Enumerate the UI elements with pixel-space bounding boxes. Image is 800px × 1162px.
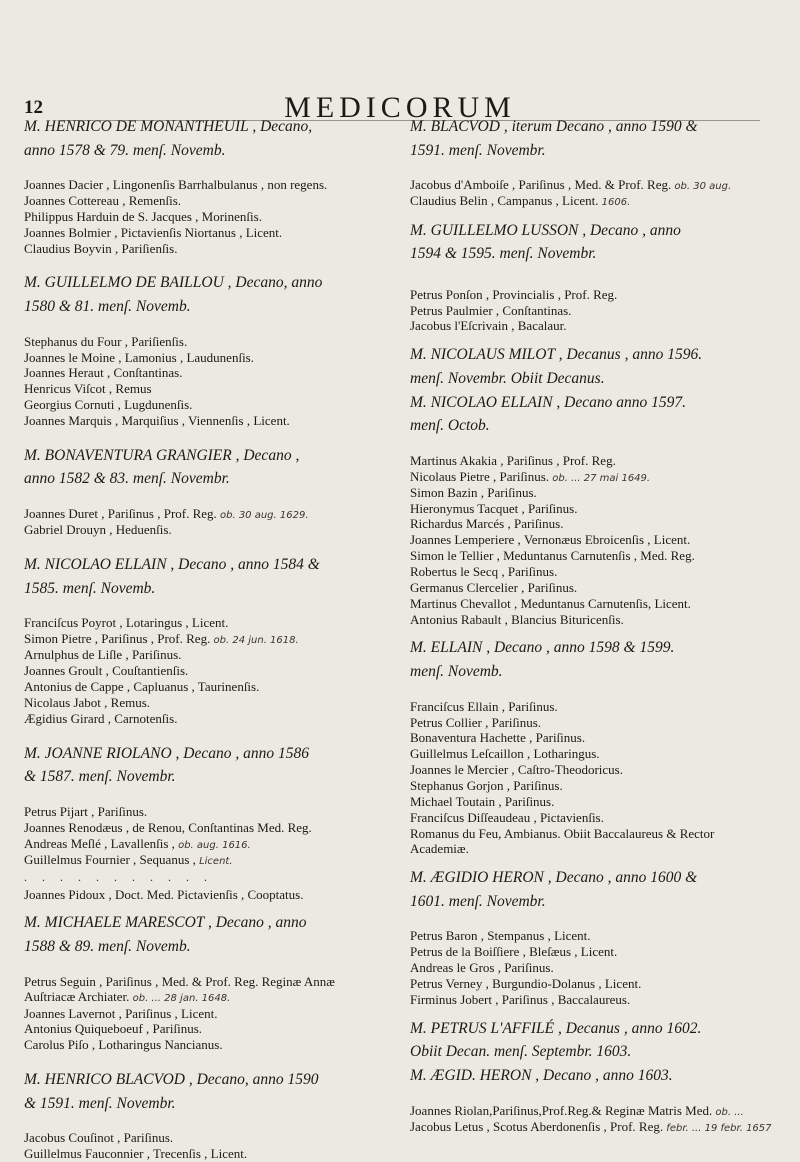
entry-text: Joannes Riolan,Pariſinus,Prof.Reg.& Reginæ Matris Med. [410,1102,713,1118]
name-entry [410,501,790,517]
entry-text: Joannes Lavernot , Pariſinus , Licent. [24,1005,218,1021]
handwritten-note: febr. ... 19 febr. 1657 [663,1122,772,1134]
spacer [410,210,790,222]
name-entry [24,804,374,820]
entry-text: Philippus Harduin de S. Jacques , Morinenſis. [24,208,262,224]
name-entry [410,715,790,731]
heading-text: 1601. menſ. Novembr. [410,892,546,910]
dean-heading [24,118,374,137]
entry-text: Joannes Cottereau , Remenſis. [24,193,182,209]
name-entry [410,810,790,826]
entry-text: Romanus du Feu, Ambianus. Obiit Baccalaureus & Rector [410,825,715,841]
name-entry [24,506,374,522]
heading-text: & 1587. menſ. Novembr. [24,768,176,786]
dean-heading [410,869,790,888]
name-entry [410,612,790,628]
heading-text: M. MICHAELE MARESCOT , Decano , anno [24,914,307,932]
heading-text: Obiit Decan. menſ. Septembr. 1603. [410,1043,632,1061]
dean-heading [410,142,790,161]
spacer [24,494,374,506]
name-entry [24,820,374,836]
entry-text: Martinus Chevallot , Meduntanus Carnutenſis, Licent. [410,595,691,611]
right-column [410,118,790,1135]
entry-text: Antonius de Cappe , Capluanus , Taurinenſis. [24,679,260,695]
spacer [24,429,374,447]
dean-heading [410,346,790,365]
entry-text: Robertus le Secq , Pariſinus. [410,564,558,580]
heading-text: M. NICOLAO ELLAIN , Decano , anno 1584 & [24,556,320,574]
entry-text: Simon le Tellier , Meduntanus Carnutenſis , Med. Reg. [410,548,695,564]
entry-text: Simon Pietre , Pariſinus , Prof. Reg. [24,631,211,647]
entry-text: Joannes le Moine , Lamonius , Laudunenſis. [24,349,254,365]
name-entry [410,960,790,976]
dean-heading [410,245,790,264]
dean-heading [24,1071,374,1090]
spacer [410,269,790,287]
name-entry [410,762,790,778]
entry-text: Joannes Dacier , Lingonenſis Barrhalbulanus , non regens. [24,177,328,193]
entry-text: Joannes Heraut , Conſtantinas. [24,365,183,381]
left-column [24,118,374,1162]
name-entry [410,826,790,842]
name-entry [24,836,374,852]
entry-text: Petrus Baron , Stempanus , Licent. [410,928,591,944]
dean-heading [410,639,790,658]
name-entry [410,746,790,762]
entry-text: Franciſcus Poyrot , Lotaringus , Licent. [24,615,229,631]
spacer [24,603,374,615]
heading-text: & 1591. menſ. Novembr. [24,1094,176,1112]
name-entry [410,516,790,532]
spacer [410,687,790,699]
entry-text: Petrus Seguin , Pariſinus , Med. & Prof. Reg. Reginæ Annæ [24,973,335,989]
name-entry [24,1006,374,1022]
name-entry [24,522,374,538]
name-entry [24,209,374,225]
dean-heading [410,118,790,137]
entry-text: Jacobus Couſinot , Pariſinus. [24,1130,174,1146]
dean-heading [410,663,790,682]
entry-text: Hieronymus Tacquet , Pariſinus. [410,500,578,516]
entry-text: Franciſcus Ellain , Pariſinus. [410,698,558,714]
spacer [410,165,790,177]
name-entry [24,193,374,209]
heading-text: M. ÆGIDIO HERON , Decano , anno 1600 & [410,869,698,887]
spacer [24,165,374,177]
heading-text: menſ. Novembr. Obiit Decanus. [410,369,605,387]
entry-text: Joannes Duret , Pariſinus , Prof. Reg. [24,506,217,522]
spacer [24,1118,374,1130]
name-entry [410,580,790,596]
entry-text: Claudius Belin , Campanus , Licent. [410,193,599,209]
dean-heading [410,1020,790,1039]
entry-text: Joannes Marquis , Marquiſius , Viennenſis , Licent. [24,412,290,428]
entry-text: Firminus Jobert , Pariſinus , Baccalaureus. [410,991,631,1007]
heading-text: M. PETRUS L'AFFILÉ , Decanus , anno 1602. [410,1019,702,1037]
handwritten-note: ob. ... [712,1106,744,1118]
dean-heading [410,1043,790,1062]
heading-text: M. HENRICO BLACVOD , Decano, anno 1590 [24,1071,319,1089]
entry-text: Carolus Piſo , Lotharingus Nancianus. [24,1037,223,1053]
dean-heading [24,914,374,933]
spacer [410,1008,790,1020]
dean-heading [24,470,374,489]
dean-heading [24,1095,374,1114]
name-entry [24,225,374,241]
entry-text: Andreas le Gros , Pariſinus. [410,960,554,976]
name-entry [410,318,790,334]
spacer [24,962,374,974]
spacer [410,627,790,639]
name-entry [24,397,374,413]
name-entry [24,413,374,429]
name-entry [24,679,374,695]
entry-text: Petrus de la Boiſſiere , Bleſæus , Licent. [410,944,618,960]
name-entry [410,928,790,944]
dean-heading [24,745,374,764]
entry-text: Nicolaus Pietre , Pariſinus. [410,468,550,484]
dean-heading [24,298,374,317]
name-entry [24,631,374,647]
name-entry [24,615,374,631]
name-entry [24,989,374,1005]
spacer [24,727,374,745]
entry-text: Martinus Akakia , Pariſinus , Prof. Reg. [410,452,616,468]
name-entry [410,976,790,992]
dean-heading [24,768,374,787]
entry-text: Michael Toutain , Pariſinus. [410,793,555,809]
entry-text: Ægidius Girard , Carnotenſis. [24,710,178,726]
dean-heading [24,447,374,466]
heading-text: M. HENRICO DE MONANTHEUIL , Decano, [24,118,313,135]
entry-text: Guillelmus Fauconnier , Trecenſis , Licent. [24,1146,248,1162]
entry-text: Arnulphus de Liſle , Pariſinus. [24,647,182,663]
dean-heading [24,556,374,575]
handwritten-note: ob. 30 aug. 1629. [216,510,309,522]
dean-heading [410,893,790,912]
dean-heading [24,274,374,293]
entry-text: Georgius Cornuti , Lugdunenſis. [24,397,193,413]
entry-text: Guillelmus Fournier , Sequanus , [24,851,196,867]
heading-text: 1580 & 81. menſ. Novemb. [24,298,191,316]
heading-text: 1591. menſ. Novembr. [410,141,546,159]
entry-text: Franciſcus Diſſeaudeau , Pictavienſis. [410,809,604,825]
entry-text: . . . . . . . . . . . [24,869,213,884]
handwritten-note: ob. ... 28 jan. 1648. [129,993,231,1005]
dean-heading [410,222,790,241]
name-entry [24,334,374,350]
spacer [410,857,790,869]
dean-heading [410,370,790,389]
name-entry [24,1146,374,1162]
name-entry [410,469,790,485]
name-entry [24,381,374,397]
name-entry [24,663,374,679]
name-entry [410,841,790,857]
entry-text: Joannes Bolmier , Pictavienſis Niortanus , Licent. [24,224,283,240]
name-entry [410,193,790,209]
entry-text: Jacobus l'Eſcrivain , Bacalaur. [410,318,567,334]
heading-text: 1594 & 1595. menſ. Novembr. [410,245,597,263]
name-entry [24,1037,374,1053]
spacer [24,322,374,334]
entry-text: Joannes Groult , Couſtantienſis. [24,663,189,679]
name-entry [410,548,790,564]
entry-text: Gabriel Drouyn , Heduenſis. [24,522,172,538]
entry-text: Joannes Lemperiere , Vernonæus Ebroicenſis , Licent. [410,532,691,548]
name-entry [410,303,790,319]
spacer [24,902,374,914]
name-entry [24,974,374,990]
name-entry [410,177,790,193]
spacer [410,1091,790,1103]
heading-text: M. NICOLAO ELLAIN , Decano anno 1597. [410,393,686,411]
entry-text: Nicolaus Jabot , Remus. [24,694,151,710]
entry-text: Germanus Clercelier , Pariſinus. [410,579,578,595]
name-entry [24,177,374,193]
name-entry [410,778,790,794]
entry-text: Henricus Viſcot , Remus [24,381,152,397]
handwritten-note: Licent. [195,855,233,867]
name-entry [410,532,790,548]
dean-heading [24,580,374,599]
heading-text: menſ. Octob. [410,417,490,435]
entry-text: Petrus Ponſon , Provincialis , Prof. Reg. [410,286,618,302]
entry-text: Petrus Pijart , Pariſinus. [24,803,148,819]
heading-text: anno 1582 & 83. menſ. Novembr. [24,470,230,488]
entry-text: Petrus Collier , Pariſinus. [410,714,542,730]
entry-text: Antonius Rabault , Blancius Bituricenſis. [410,611,624,627]
entry-text: Auſtriacæ Archiater. [24,989,130,1005]
entry-text: Jacobus Letus , Scotus Aberdonenſis , Prof. Reg. [410,1118,664,1134]
heading-text: menſ. Novemb. [410,663,503,681]
dean-heading [410,394,790,413]
running-head: MEDICORUM [284,91,516,124]
entry-text: Stephanus Gorjon , Pariſinus. [410,777,563,793]
heading-text: M. NICOLAUS MILOT , Decanus , anno 1596. [410,346,703,364]
heading-text: anno 1578 & 79. menſ. Novemb. [24,141,226,159]
heading-text: M. JOANNE RIOLANO , Decano , anno 1586 [24,744,309,762]
name-entry [24,1130,374,1146]
handwritten-note: ob. 30 aug. [671,181,732,193]
entry-text: Guillelmus Leſcaillon , Lotharingus. [410,746,600,762]
entry-text: Petrus Paulmier , Conſtantinas. [410,302,572,318]
name-entry [410,794,790,810]
entry-text: Bonaventura Hachette , Pariſinus. [410,730,586,746]
name-entry [410,1119,790,1135]
name-entry [24,852,374,868]
name-entry [24,350,374,366]
handwritten-note: ob. 24 jun. 1618. [210,635,299,647]
entry-text: Simon Bazin , Pariſinus. [410,484,537,500]
entry-text: Claudius Boyvin , Pariſienſis. [24,240,178,256]
name-entry [410,287,790,303]
name-entry [410,992,790,1008]
name-entry [410,596,790,612]
heading-text: 1585. menſ. Novemb. [24,579,156,597]
name-entry [410,1103,790,1119]
spacer [410,916,790,928]
dean-heading [410,417,790,436]
entry-text: Petrus Verney , Burgundio-Dolanus , Licent. [410,976,642,992]
dean-heading [410,1067,790,1086]
name-entry [24,1021,374,1037]
name-entry [410,944,790,960]
page-number: 12 [24,97,43,118]
handwritten-note: ob. ... 27 mai 1649. [549,472,651,484]
spacer [24,538,374,556]
name-entry [24,695,374,711]
spacer [410,334,790,346]
ornament-row [24,870,374,885]
name-entry [410,699,790,715]
heading-text: M. GUILLELMO DE BAILLOU , Decano, anno [24,274,323,292]
name-entry [410,564,790,580]
heading-text: M. ÆGID. HERON , Decano , anno 1603. [410,1066,673,1084]
name-entry [410,453,790,469]
name-entry [24,711,374,727]
entry-text: Andreas Meſlé , Lavallenſis , [24,835,175,851]
entry-text: Stephanus du Four , Pariſienſis. [24,333,188,349]
entry-text: Joannes Pidoux , Doct. Med. Pictavienſis , Cooptatus. [24,886,304,902]
name-entry [24,365,374,381]
spacer [24,256,374,274]
entry-text: Joannes Renodæus , de Renou, Conſtantinas Med. Reg. [24,819,312,835]
spacer [24,792,374,804]
entry-text: Jacobus d'Amboiſe , Pariſinus , Med. & Prof. Reg. [410,177,672,193]
dean-heading [24,142,374,161]
heading-text: M. GUILLELMO LUSSON , Decano , anno [410,221,681,239]
name-entry [24,241,374,257]
entry-text: Joannes le Mercier , Caſtro-Theodoricus. [410,762,623,778]
heading-text: 1588 & 89. menſ. Novemb. [24,937,191,955]
entry-text: Antonius Quiqueboeuf , Pariſinus. [24,1021,203,1037]
name-entry [24,647,374,663]
name-entry [410,730,790,746]
entry-text: Richardus Marcés , Pariſinus. [410,516,564,532]
entry-text: Academiæ. [410,841,469,857]
handwritten-note: 1606. [598,197,631,209]
handwritten-note: ob. aug. 1616. [174,839,251,851]
name-entry [24,887,374,903]
spacer [24,1053,374,1071]
spacer [410,441,790,453]
dean-heading [24,938,374,957]
heading-text: M. BONAVENTURA GRANGIER , Decano , [24,446,300,464]
heading-text: M. ELLAIN , Decano , anno 1598 & 1599. [410,639,675,657]
heading-text: M. BLACVOD , iterum Decano , anno 1590 & [410,118,698,135]
name-entry [410,485,790,501]
